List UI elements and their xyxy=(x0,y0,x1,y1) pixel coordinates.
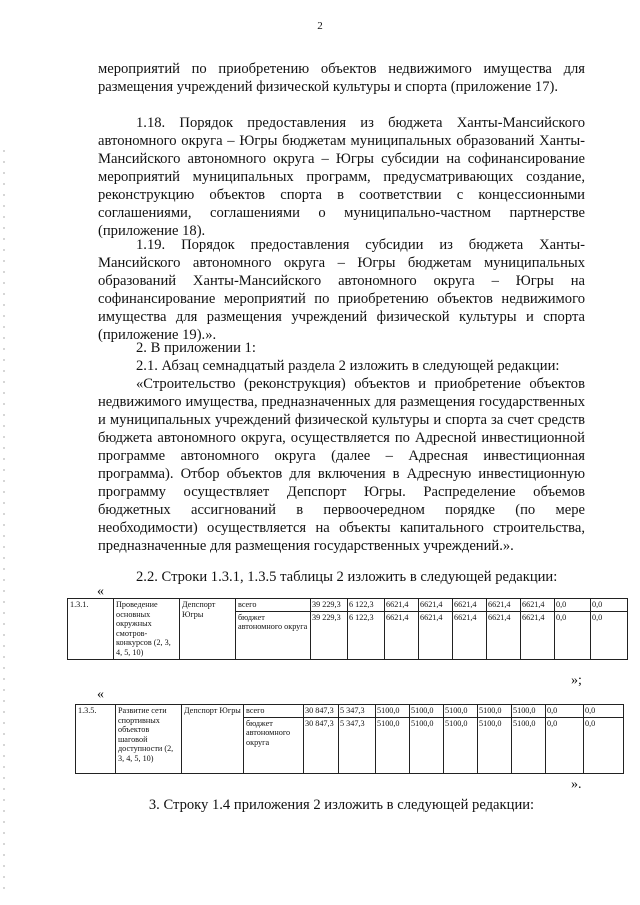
value-cell: 0,0 xyxy=(555,599,591,612)
value-cell: 6621,4 xyxy=(419,611,453,659)
value-cell: 6621,4 xyxy=(487,599,521,612)
activity-name-cell: Проведение основных окружных смотров-конкурсов (2, 3, 4, 5, 10) xyxy=(114,599,180,660)
funding-source-cell: всего xyxy=(244,705,304,718)
text-block-2 xyxy=(98,114,585,240)
paragraph-quoted-text: «Строительство (реконструкция) объектов и приобретение объектов недвижимого имущества, предназначенных для размещения государственных и муниципальных учреждений физической культуры и спорта за счет средств бюджета автономного округа, осуществляется по Адресной инвестиционной программе автономного округа (далее – Адресная инвестиционная программа). Отбор объектов для включения в Адресную инвестиционную программу осуществляет Депспорт Югры. Распределение объемов бюджетных ассигнований в первоочередном порядке (по мере необходимости) осуществляется на объекты капитального строительства, предназначенные для размещения государственных учреждений.». xyxy=(98,376,585,554)
paragraph-2-1: 2.1. Абзац семнадцатый раздела 2 изложить в следующей редакции: xyxy=(136,358,560,374)
value-cell: 5100,0 xyxy=(478,717,512,773)
value-cell: 6621,4 xyxy=(521,599,555,612)
value-cell: 5 347,3 xyxy=(339,717,376,773)
value-cell: 6621,4 xyxy=(385,599,419,612)
text-block-1 xyxy=(98,60,585,96)
value-cell: 5100,0 xyxy=(444,717,478,773)
text-block-3 xyxy=(98,236,585,344)
table-row-1-3-1 xyxy=(67,598,628,660)
table-row xyxy=(68,599,628,612)
paragraph-section-2: 2. В приложении 1: xyxy=(136,340,256,356)
value-cell: 6621,4 xyxy=(453,611,487,659)
value-cell: 6 122,3 xyxy=(348,611,385,659)
value-cell: 0,0 xyxy=(591,611,628,659)
value-cell: 6621,4 xyxy=(487,611,521,659)
row-number-cell: 1.3.5. xyxy=(76,705,116,774)
value-cell: 5100,0 xyxy=(512,717,546,773)
value-cell: 5100,0 xyxy=(376,717,410,773)
value-cell: 0,0 xyxy=(584,717,624,773)
value-cell: 5100,0 xyxy=(444,705,478,718)
close-quote-2: ». xyxy=(571,777,582,792)
open-quote-1: « xyxy=(97,584,104,599)
total-cell: 30 847,3 xyxy=(304,717,339,773)
value-cell: 5100,0 xyxy=(410,705,444,718)
value-cell: 5100,0 xyxy=(512,705,546,718)
value-cell: 6621,4 xyxy=(385,611,419,659)
value-cell: 0,0 xyxy=(584,705,624,718)
executor-cell: Депспорт Югры xyxy=(182,705,244,774)
close-quote-1: »; xyxy=(571,673,582,688)
value-cell: 0,0 xyxy=(546,717,584,773)
value-cell: 5100,0 xyxy=(478,705,512,718)
paragraph-1-18: 1.18. Порядок предоставления из бюджета Ханты-Мансийского автономного округа – Югры бюджетам муниципальных образований Ханты-Мансийского автономного округа – Югры субсидии на софинансирование мероприятий муниципальных программ, предусматривающих создание, реконструкцию объектов спорта в соответствии с концессионными соглашениями, соглашениями о муниципально-частном партнерстве (приложение 18). xyxy=(98,115,585,239)
value-cell: 5100,0 xyxy=(410,717,444,773)
value-cell: 0,0 xyxy=(555,611,591,659)
row-number-cell: 1.3.1. xyxy=(68,599,114,660)
table-row xyxy=(76,705,624,718)
table-row-1-3-5 xyxy=(75,704,624,774)
open-quote-2: « xyxy=(97,687,104,702)
funding-source-cell: всего xyxy=(236,599,311,612)
funding-source-cell: бюджет автономного округа xyxy=(244,717,304,773)
value-cell: 6 122,3 xyxy=(348,599,385,612)
value-cell: 6621,4 xyxy=(419,599,453,612)
activity-name-cell: Развитие сети спортивных объектов шаговой доступности (2, 3, 4, 5, 10) xyxy=(116,705,182,774)
text-block-4 xyxy=(98,339,585,555)
text-block-5 xyxy=(98,568,585,586)
paragraph-2-2: 2.2. Строки 1.3.1, 1.3.5 таблицы 2 изложить в следующей редакции: xyxy=(136,569,558,585)
paragraph-appendix-17: мероприятий по приобретению объектов недвижимого имущества для размещения учреждений физической культуры и спорта (приложение 17). xyxy=(98,61,585,95)
value-cell: 5100,0 xyxy=(376,705,410,718)
value-cell: 0,0 xyxy=(591,599,628,612)
value-cell: 6621,4 xyxy=(453,599,487,612)
total-cell: 39 229,3 xyxy=(311,611,348,659)
scan-edge-marks xyxy=(3,150,5,890)
value-cell: 5 347,3 xyxy=(339,705,376,718)
paragraph-1-19: 1.19. Порядок предоставления субсидии из бюджета Ханты-Мансийского автономного округа – Югры бюджетам муниципальных образований Ханты-Мансийского автономного округа – Югры на софинансирование мероприятий по приобретению объектов недвижимого имущества для размещения учреждений физической культуры и спорта (приложение 19).». xyxy=(98,237,585,343)
text-block-6 xyxy=(98,796,585,814)
page-number: 2 xyxy=(317,20,323,32)
value-cell: 0,0 xyxy=(546,705,584,718)
funding-source-cell: бюджет автономного округа xyxy=(236,611,311,659)
paragraph-3: 3. Строку 1.4 приложения 2 изложить в следующей редакции: xyxy=(148,797,535,813)
total-cell: 39 229,3 xyxy=(311,599,348,612)
value-cell: 6621,4 xyxy=(521,611,555,659)
executor-cell: Депспорт Югры xyxy=(180,599,236,660)
total-cell: 30 847,3 xyxy=(304,705,339,718)
